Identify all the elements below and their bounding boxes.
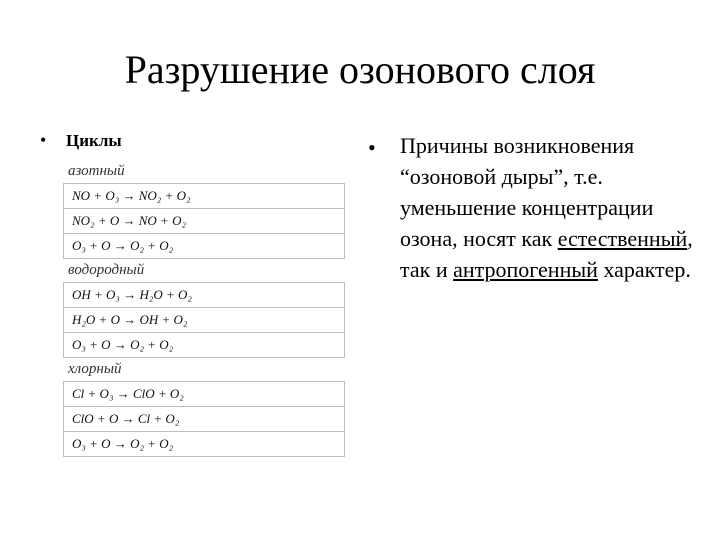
equation: O₃ + O → O₂ + O₂ bbox=[64, 432, 344, 457]
bullet-causes: • bbox=[368, 135, 376, 160]
equation: OH + O₃ → H₂O + O₂ bbox=[64, 283, 344, 308]
equation: NO + O₃ → NO₂ + O₂ bbox=[64, 184, 344, 209]
causes-text-middle: , так и bbox=[400, 226, 693, 282]
bullet-cycles: • bbox=[40, 130, 47, 150]
natural-link[interactable]: естественный bbox=[557, 226, 688, 251]
causes-text-end: характер. bbox=[597, 257, 691, 282]
equation: O₃ + O → O₂ + O₂ bbox=[64, 333, 344, 358]
equation-table bbox=[63, 282, 345, 358]
cycle-name: азотный bbox=[68, 163, 125, 179]
equation: O₃ + O → O₂ + O₂ bbox=[64, 234, 344, 259]
equation-table bbox=[63, 183, 345, 259]
equation: NO₂ + O → NO + O₂ bbox=[64, 209, 344, 234]
cycle-nitrogen bbox=[63, 160, 345, 259]
cycle-chlorine bbox=[63, 358, 345, 457]
cycles-list bbox=[63, 160, 345, 457]
equation: ClO + O → Cl + O₂ bbox=[64, 407, 344, 432]
causes-text bbox=[400, 130, 700, 285]
equation: Cl + O₃ → ClO + O₂ bbox=[64, 382, 344, 407]
equation-table bbox=[63, 381, 345, 457]
cycle-name: водородный bbox=[68, 262, 145, 278]
cycle-hydrogen bbox=[63, 259, 345, 358]
cycle-name: хлорный bbox=[68, 361, 122, 377]
slide-title: Разрушение озонового слоя bbox=[124, 47, 596, 92]
equation: H₂O + O → OH + O₂ bbox=[64, 308, 344, 333]
cycles-heading: Циклы bbox=[66, 131, 122, 150]
anthropogenic-link[interactable]: антропогенный bbox=[453, 257, 598, 282]
causes-text-start: Причины возникновения “озоновой дыры”, т.е. уменьшение концентрации озона, носят как bbox=[400, 133, 654, 251]
